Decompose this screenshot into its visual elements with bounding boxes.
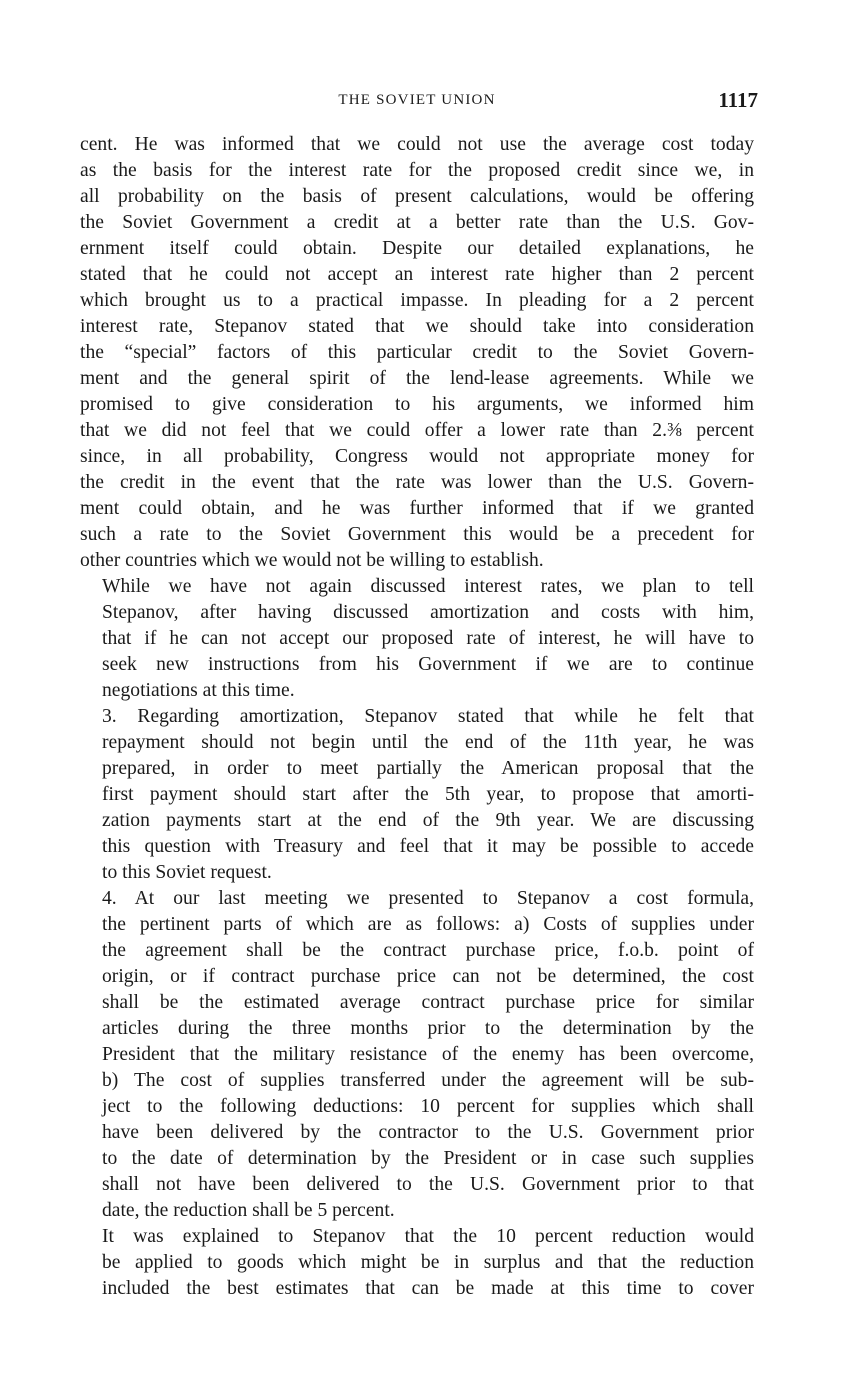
text-line: have been delivered by the contractor to the U.S. Government prior [102,1122,754,1143]
text-line: other countries which we would not be willing to establish. [80,550,544,571]
text-line: Stepanov, after having discussed amortization and costs with him, [102,602,754,623]
text-line: repayment should not begin until the end of the 11th year, he was [102,732,754,753]
running-head [80,88,758,118]
paragraph-reduction [80,1224,754,1302]
text-line: ment and the general spirit of the lend-lease agreements. While we [80,368,754,389]
text-line: which brought us to a practical impasse. In pleading for a 2 percent [80,290,754,311]
text-line: President that the military resistance of the enemy has been overcome, [102,1044,754,1065]
text-line: since, in all probability, Congress would not appropriate money for [80,446,754,467]
text-line: negotiations at this time. [102,680,295,701]
text-line: as the basis for the interest rate for the proposed credit since we, in [80,160,754,181]
document-page [80,88,758,1302]
text-line: the “special” factors of this particular credit to the Soviet Govern- [80,342,754,363]
body-text [80,132,754,1302]
text-line: the pertinent parts of which are as follows: a) Costs of supplies under [102,914,754,935]
running-title: THE SOVIET UNION [338,92,496,108]
text-line: articles during the three months prior to the determination by the [102,1018,754,1039]
page-number: 1117 [718,88,758,112]
text-line: cent. He was informed that we could not use the average cost today [80,134,754,155]
text-line: the agreement shall be the contract purchase price, f.o.b. point of [102,940,754,961]
text-line: date, the reduction shall be 5 percent. [102,1200,395,1221]
text-line: b) The cost of supplies transferred under the agreement will be sub- [102,1070,754,1091]
text-line: all probability on the basis of present calculations, would be offering [80,186,754,207]
paragraph-amortization [80,704,754,886]
text-line: that we did not feel that we could offer a lower rate than 2.⅜ percent [80,420,754,441]
text-line: 3. Regarding amortization, Stepanov stated that while he felt that [102,706,754,727]
text-line: ment could obtain, and he was further informed that if we granted [80,498,754,519]
text-line: to the date of determination by the President or in case such supplies [102,1148,754,1169]
text-line: promised to give consideration to his arguments, we informed him [80,394,754,415]
text-line: prepared, in order to meet partially the American proposal that the [102,758,754,779]
text-line: such a rate to the Soviet Government this would be a precedent for [80,524,754,545]
text-line: seek new instructions from his Government if we are to continue [102,654,754,675]
text-line: ject to the following deductions: 10 percent for supplies which shall [102,1096,754,1117]
text-line: included the best estimates that can be made at this time to cover [102,1278,754,1299]
text-line: origin, or if contract purchase price can not be determined, the cost [102,966,754,987]
text-line: first payment should start after the 5th year, to propose that amorti- [102,784,754,805]
paragraph-instructions [80,574,754,704]
text-line: stated that he could not accept an interest rate higher than 2 percent [80,264,754,285]
text-line: It was explained to Stepanov that the 10 percent reduction would [102,1226,754,1247]
text-line: While we have not again discussed interest rates, we plan to tell [102,576,754,597]
text-line: to this Soviet request. [102,862,272,883]
paragraph-cost-formula [80,886,754,1224]
paragraph-interest-rate [80,132,754,574]
text-line: ernment itself could obtain. Despite our detailed explanations, he [80,238,754,259]
text-line: 4. At our last meeting we presented to Stepanov a cost formula, [102,888,754,909]
text-line: shall be the estimated average contract purchase price for similar [102,992,754,1013]
text-line: this question with Treasury and feel that it may be possible to accede [102,836,754,857]
text-line: zation payments start at the end of the 9th year. We are discussing [102,810,754,831]
text-line: shall not have been delivered to the U.S. Government prior to that [102,1174,754,1195]
text-line: the credit in the event that the rate was lower than the U.S. Govern- [80,472,754,493]
text-line: be applied to goods which might be in surplus and that the reduction [102,1252,754,1273]
text-line: interest rate, Stepanov stated that we should take into consideration [80,316,754,337]
text-line: that if he can not accept our proposed rate of interest, he will have to [102,628,754,649]
text-line: the Soviet Government a credit at a better rate than the U.S. Gov- [80,212,754,233]
